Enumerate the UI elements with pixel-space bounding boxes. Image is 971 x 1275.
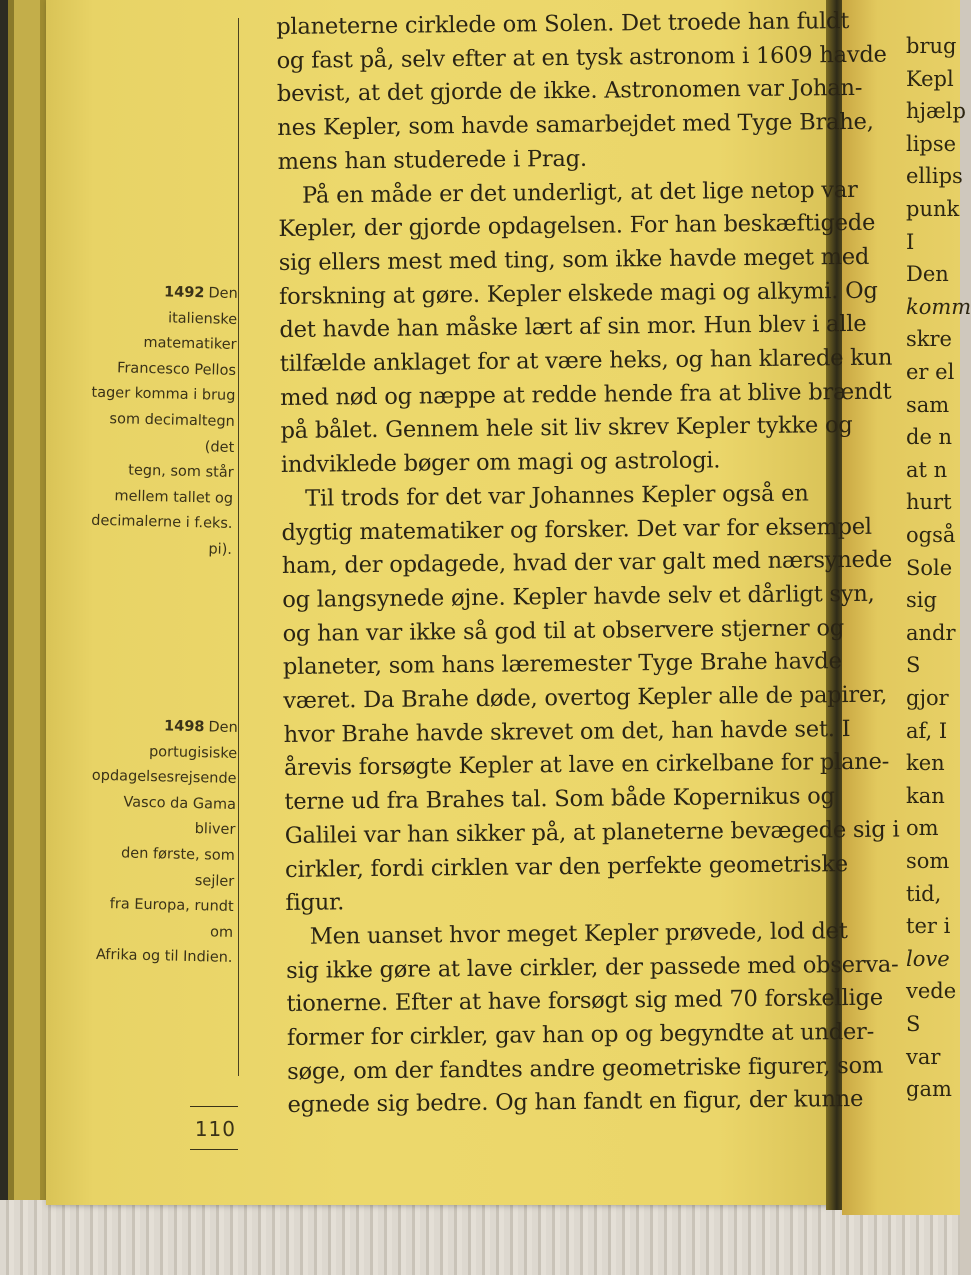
right-page-fragment: andr xyxy=(906,620,956,645)
right-page-fragment: hurt xyxy=(906,490,952,515)
right-page-fragment: lipse xyxy=(906,131,957,156)
body-line: hvor Brahe havde skrevet om det, han havde set. I xyxy=(283,715,851,748)
body-line: Men uanset hvor meget Kepler prøvede, lod det xyxy=(309,917,848,950)
right-page-fragment: gam xyxy=(906,1077,952,1102)
right-page-fragment: ter i xyxy=(906,914,951,939)
right-page-fragment: sig xyxy=(906,588,937,613)
right-page-fragment: tid, xyxy=(906,881,942,906)
body-line: sig ikke gøre at lave cirkler, der passede med observa- xyxy=(286,951,899,984)
right-page-fragment: S xyxy=(906,1012,921,1036)
right-page-fragment: S xyxy=(906,653,921,678)
right-page-fragment: skre xyxy=(906,327,952,352)
right-page-fragment: Kepl xyxy=(906,66,954,91)
note-line: Vasco da Gama bliver xyxy=(123,794,237,839)
note-year: 1492 xyxy=(163,284,205,302)
body-line: været. Da Brahe døde, overtog Kepler alle de papirer, xyxy=(283,681,888,714)
body-line: mens han studerede i Prag. xyxy=(277,145,587,175)
body-line: sig ellers mest med ting, som ikke havde meget med xyxy=(278,243,870,276)
body-line: nes Kepler, som havde samarbejdet med Tyge Brahe, xyxy=(277,108,874,142)
note-line: decimalerne i f.eks. xyxy=(91,513,233,533)
right-page-fragment: ellips xyxy=(906,164,963,189)
note-year: 1498 xyxy=(163,718,205,736)
body-line: forskning at gøre. Kepler elskede magi og alkymi. Og xyxy=(278,277,878,310)
right-page-fragment: Den xyxy=(906,262,949,287)
page-number: 110 xyxy=(190,1106,238,1150)
body-line: med nød og næppe at redde hende fra at blive brændt xyxy=(280,378,892,411)
body-line: på bålet. Gennem hele sit liv skrev Kepler tykke og xyxy=(280,412,853,445)
body-line: og langsynede øjne. Kepler havde selv et dårligt syn, xyxy=(282,580,875,613)
right-page-fragment: også xyxy=(906,523,956,547)
right-page-fragment: om xyxy=(906,816,939,841)
body-line: og han var ikke så god til at observere stjerner og xyxy=(282,614,845,647)
right-page-fragment: at n xyxy=(906,457,948,482)
right-page-fragment: komm xyxy=(906,294,971,319)
body-text xyxy=(276,0,900,1119)
body-line: Til trods for det var Johannes Kepler også en xyxy=(305,480,809,512)
body-line: egnede sig bedre. Og han fandt en figur, der kunne xyxy=(287,1086,864,1119)
body-line: det havde han måske lært af sin mor. Hun blev i alle xyxy=(279,311,867,344)
note-line: fra Europa, rundt om xyxy=(109,896,234,941)
margin-note-1498 xyxy=(86,713,238,972)
note-line: den første, som sejler xyxy=(120,845,236,890)
body-line: årevis forsøgte Kepler at lave en cirkelbane for plane- xyxy=(283,749,890,782)
right-page-fragment: I xyxy=(906,229,915,254)
body-line: tilfælde anklaget for at være heks, og han klarede kun xyxy=(279,344,893,377)
body-line: og fast på, selv efter at en tysk astronom i 1609 havde xyxy=(276,41,887,74)
right-page-fragment: gjor xyxy=(906,686,949,710)
body-line: cirkler, fordi cirklen var den perfekte geometriske xyxy=(284,850,849,883)
note-line: mellem tallet og xyxy=(114,488,234,507)
right-page-fragment: punk xyxy=(906,197,960,221)
body-line: søge, om der fandtes andre geometriske figurer, som xyxy=(287,1052,884,1085)
body-line: planeter, som hans læremester Tyge Brahe havde xyxy=(282,648,842,681)
right-page-fragment: kan xyxy=(906,783,945,808)
body-line: indviklede bøger om magi og astrologi. xyxy=(280,447,721,479)
body-line: planeterne cirklede om Solen. Det troede han fuldt xyxy=(276,8,850,40)
note-line: tegn, som står xyxy=(128,462,234,482)
right-page-fragment: vede xyxy=(906,979,957,1004)
right-page-fragment: af, I xyxy=(906,718,948,743)
note-line: Francesco Pellos xyxy=(116,360,237,379)
right-page-fragment: sam xyxy=(906,392,950,417)
margin-note-1492 xyxy=(86,279,238,564)
right-page-fragment: Sole xyxy=(906,555,953,580)
note-line: pi). xyxy=(208,541,233,558)
margin-rule xyxy=(238,18,239,1076)
note-line: Den xyxy=(208,719,238,736)
right-page-fragment: love xyxy=(906,946,950,971)
body-line: Kepler, der gjorde opdagelsen. For han beskæftigede xyxy=(278,209,876,243)
note-line: som decimaltegn (det xyxy=(109,411,236,456)
right-page-fragment: brug xyxy=(906,34,957,58)
right-page-fragment: er el xyxy=(906,360,955,384)
body-line: tionerne. Efter at have forsøgt sig med 70 forskellige xyxy=(286,984,884,1018)
body-line: dygtig matematiker og forsker. Det var for eksempel xyxy=(281,513,872,546)
note-line: Afrika og til Indien. xyxy=(95,947,233,967)
book-edge xyxy=(0,0,52,1200)
body-line: former for cirkler, gav han op og begyndte at under- xyxy=(286,1018,875,1051)
body-line: På en måde er det underligt, at det lige netop var xyxy=(301,176,858,209)
body-line: terne ud fra Brahes tal. Som både Kopernikus og xyxy=(284,783,835,816)
right-page-fragment: de n xyxy=(906,425,953,450)
table-background xyxy=(0,1195,960,1275)
note-line: matematiker xyxy=(143,335,237,354)
note-line: opdagelsesrejsende xyxy=(91,767,237,788)
right-page-fragment: hjælp xyxy=(906,99,966,124)
body-line: figur. xyxy=(285,889,345,917)
right-page-fragment: ken xyxy=(906,751,945,776)
body-line: Galilei var han sikker på, at planeterne bevægede sig i xyxy=(284,816,900,849)
body-line: bevist, at det gjorde de ikke. Astronomen var Johan- xyxy=(276,75,863,108)
note-line: portugisiske xyxy=(148,743,238,762)
right-page-fragment: som xyxy=(906,849,950,873)
note-line: Den italienske xyxy=(167,285,238,328)
body-line: ham, der opdagede, hvad der var galt med nærsynede xyxy=(281,546,893,580)
right-page-fragment: var xyxy=(906,1044,941,1069)
note-line: tager komma i brug xyxy=(91,385,236,405)
